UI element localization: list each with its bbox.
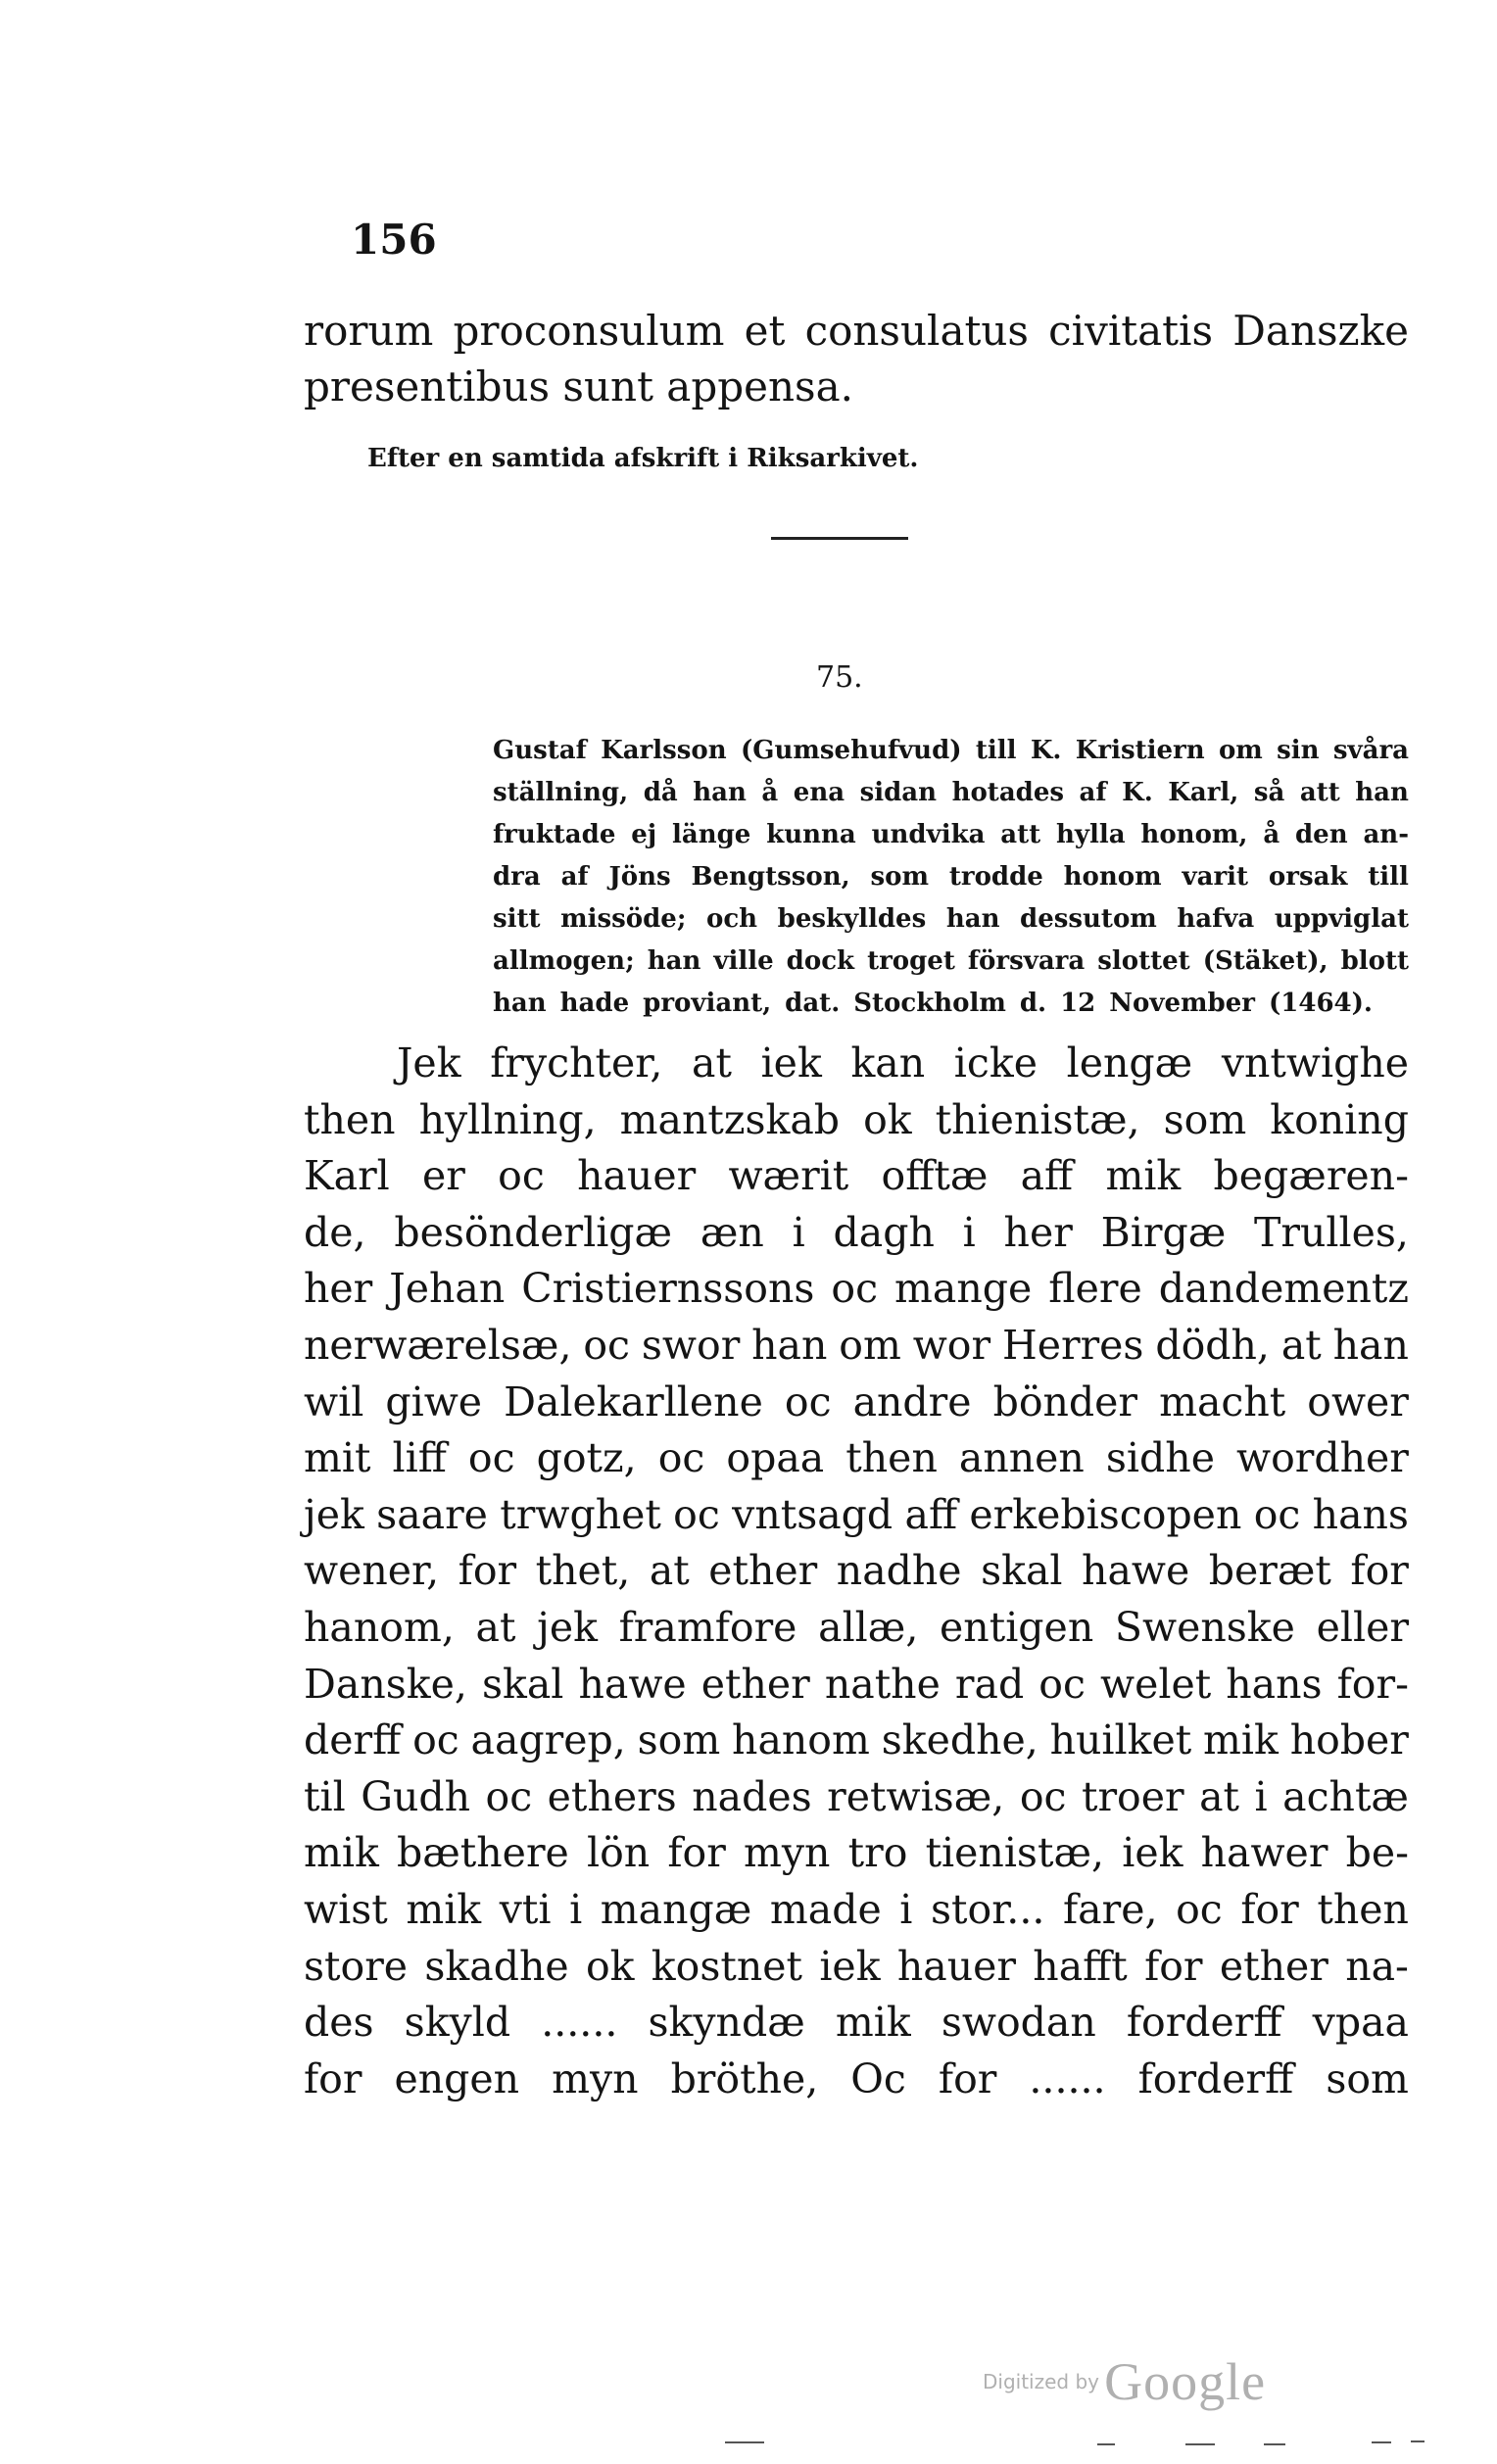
summary-word: K. [1030,736,1062,765]
body-word: som [1163,1095,1247,1143]
body-word: skyndæ [648,1999,805,2047]
body-word: i [1254,1772,1268,1820]
body-word: Jek [397,1039,461,1087]
body-word: hanom, [304,1603,455,1651]
summary-line [493,856,1409,898]
body-word: saare [376,1490,488,1538]
summary-word: ställning, [493,778,629,807]
body-line [304,2052,1409,2108]
summary-word: svåra [1332,736,1409,765]
body-word: mik [835,1999,911,2047]
summary-word: hylla [1055,820,1126,849]
summary-word: troget [867,946,955,976]
body-word: oc [1253,1490,1301,1538]
summary-word: han [693,778,747,807]
summary-word: Bengtsson, [691,862,850,892]
body-word: oc [673,1490,720,1538]
summary-word: hotades [951,778,1065,807]
body-word: allæ, [818,1603,919,1651]
body-word: oc [412,1716,459,1764]
summary-word: honom, [1140,820,1248,849]
body-word: at [475,1603,516,1651]
body-word: ether [1219,1942,1328,1990]
body-word: aagrep, [470,1716,626,1764]
body-word: vntsagd [732,1490,893,1538]
body-word: Birgæ [1100,1208,1227,1256]
body-word: sidhe [1105,1434,1215,1482]
body-word: dagh [833,1208,935,1256]
body-word: hawe [1082,1547,1190,1595]
body-word: aff [1020,1152,1074,1200]
body-word: icke [953,1039,1038,1087]
body-word: oc [1176,1885,1223,1933]
body-word: hawe [578,1660,687,1708]
summary-word: undvika [871,820,986,849]
body-word: at [692,1039,732,1087]
body-word: nades [692,1772,812,1820]
body-word: myn [744,1829,831,1877]
body-word: trwghet [500,1490,661,1538]
summary-word: allmogen; [493,946,635,976]
letter-body [304,1036,1409,2107]
body-word: forderff [1126,1999,1282,2047]
body-line [304,1205,1409,1262]
body-word: Karl [304,1152,390,1200]
body-word: store [304,1942,409,1990]
summary-word: an- [1363,820,1409,849]
body-word: i [899,1885,913,1933]
body-word: hans [1226,1660,1323,1708]
body-word: annen [958,1434,1085,1482]
body-word: hans [1312,1490,1409,1538]
body-word: oc [583,1321,631,1369]
summary-word: ena [793,778,845,807]
summary-word: dat. [785,989,841,1018]
body-line [304,1769,1409,1826]
body-word: oc [485,1772,533,1820]
body-word: ...... [1029,2054,1106,2102]
summary-word: af [1079,778,1107,807]
body-word: giwe [385,1377,483,1425]
summary-word: då [643,778,678,807]
summary-word: han [493,989,547,1018]
scan-speck [725,2441,764,2443]
body-word: Jehan [389,1265,506,1313]
summary-word: trodde [948,862,1043,892]
body-word: oc [831,1265,879,1313]
body-word: troer [1081,1772,1184,1820]
body-word: Oc [850,2054,906,2102]
document-number: 75. [816,660,863,695]
summary-word: (Gumsehufvud) [740,736,962,765]
opening-line-2: presentibus sunt appensa. [304,362,853,411]
body-word: oc [1019,1772,1067,1820]
summary-word: hafva [1177,904,1255,934]
body-word: wener, [304,1547,440,1595]
body-word: at [1280,1321,1322,1369]
summary-word: ej [631,820,657,849]
body-word: hafft [1033,1942,1128,1990]
body-word: flere [1048,1265,1142,1313]
summary-word: dessutom [1020,904,1157,934]
summary-word: den [1295,820,1348,849]
body-word: erkebiscopen [969,1490,1242,1538]
summary-word: hade [559,989,630,1018]
body-word: ...... [541,1999,618,2047]
body-word: skyld [404,1999,511,2047]
body-word: then [304,1095,396,1143]
body-line [304,1657,1409,1714]
opening-word: consulatus [804,307,1029,355]
summary-word: uppviglat [1274,904,1409,934]
summary-word: Karl, [1168,778,1239,807]
body-word: engen [394,2054,520,2102]
body-word: iek [819,1942,881,1990]
body-word: skadhe [424,1942,569,1990]
opening-word: proconsulum [453,307,725,355]
body-word: ok [585,1942,635,1990]
body-word: bröthe, [670,2054,819,2102]
body-word: om [839,1321,901,1369]
summary-word: ville [713,946,774,976]
body-word: welet [1099,1660,1212,1708]
body-word: kan [850,1039,926,1087]
summary-word: kunna [766,820,856,849]
body-word: oc [1038,1660,1086,1708]
body-word: skal [981,1547,1063,1595]
scan-speck [1097,2443,1115,2445]
summary-word: försvara [967,946,1086,976]
body-word: ether [708,1547,818,1595]
body-word: for [1240,1885,1299,1933]
summary-word: Karlsson [601,736,727,765]
body-word: macht [1159,1377,1286,1425]
summary-word: orsak [1268,862,1348,892]
body-word: mit [304,1434,371,1482]
summary-word: å [761,778,779,807]
scan-speck [1185,2443,1215,2445]
body-word: wordher [1236,1434,1409,1482]
summary-line [493,983,1409,1025]
summary-word: Gustaf [493,736,587,765]
body-word: fare, [1062,1885,1158,1933]
source-note: Efter en samtida afskrift i Riksarkivet. [367,444,919,473]
body-word: hober [1289,1716,1409,1764]
body-word: huilket [1049,1716,1192,1764]
document-summary [493,730,1409,1025]
summary-word: och [706,904,758,934]
body-word: nathe [824,1660,941,1708]
summary-word: proviant, [643,989,772,1018]
summary-word: 12 [1060,989,1096,1018]
body-word: hauer [896,1942,1016,1990]
body-word: Dalekarllene [504,1377,763,1425]
body-word: han [1332,1321,1409,1369]
body-word: ower [1307,1377,1409,1425]
body-word: thet, [535,1547,631,1595]
body-word: wil [304,1377,364,1425]
summary-word: han [1355,778,1409,807]
summary-word: till [975,736,1017,765]
body-word: tro [847,1829,908,1877]
summary-word: Kristiern [1075,736,1205,765]
body-word: hyllning, [418,1095,597,1143]
digitization-watermark [983,2351,1266,2412]
body-word: stor... [931,1885,1045,1933]
summary-word: Stockholm [853,989,1006,1018]
body-word: skal [481,1660,564,1708]
summary-word: Jöns [608,862,671,892]
body-word: na- [1345,1942,1409,1990]
body-word: som [637,1716,721,1764]
body-word: her [1003,1208,1073,1256]
body-word: mik [304,1829,379,1877]
body-word: mangæ [600,1885,752,1933]
summary-word: blott [1340,946,1409,976]
summary-word: November [1109,989,1255,1018]
summary-word: som [870,862,930,892]
watermark-prefix: Digitized by [983,2370,1099,2393]
summary-word: dock [786,946,855,976]
body-line [304,1713,1409,1769]
body-word: framfore [618,1603,797,1651]
body-word: iek [1122,1829,1183,1877]
body-word: i [962,1208,976,1256]
body-word: then [1317,1885,1409,1933]
body-word: forderff [1137,2054,1294,2102]
body-word: wærit [728,1152,849,1200]
body-line [304,1375,1409,1431]
body-word: for [1144,1942,1203,1990]
body-word: opaa [726,1434,825,1482]
summary-word: honom [1063,862,1162,892]
body-word: for [1350,1547,1409,1595]
body-word: then [845,1434,938,1482]
body-word: som [1326,2054,1409,2102]
body-word: for [304,2054,362,2102]
body-word: æn [700,1208,764,1256]
body-word: swodan [941,1999,1096,2047]
body-word: beræt [1208,1547,1331,1595]
body-word: bönder [992,1377,1138,1425]
body-word: ok [863,1095,912,1143]
body-line [304,1995,1409,2052]
opening-word: et [744,307,786,355]
scan-speck [1411,2440,1425,2442]
summary-word: han [647,946,701,976]
body-word: i [792,1208,805,1256]
summary-word: missöde; [560,904,687,934]
body-word: er [422,1152,465,1200]
body-word: han [751,1321,828,1369]
body-word: til [304,1772,346,1820]
body-word: oc [784,1377,832,1425]
body-word: retwisæ, [827,1772,1005,1820]
body-word: kostnet [651,1942,802,1990]
summary-word: länge [672,820,751,849]
body-line [304,1825,1409,1882]
summary-word: beskylldes [777,904,927,934]
summary-line [493,730,1409,772]
body-line [304,1487,1409,1544]
body-word: jek [304,1490,364,1538]
body-word: tienistæ, [925,1829,1105,1877]
body-word: thienistæ, [935,1095,1140,1143]
body-word: her [304,1265,373,1313]
body-word: oc [467,1434,515,1482]
body-word: swor [641,1321,741,1369]
body-word: koning [1270,1095,1409,1143]
body-word: myn [552,2054,639,2102]
body-word: Cristiernssons [521,1265,815,1313]
body-word: oc [657,1434,705,1482]
body-word: nadhe [836,1547,962,1595]
body-word: besönderligæ [394,1208,673,1256]
scan-speck [1264,2443,1285,2445]
summary-word: slottet [1097,946,1190,976]
body-word: oc [498,1152,545,1200]
summary-word: (1464). [1268,989,1373,1018]
body-word: derff [304,1716,402,1764]
summary-word: så [1253,778,1285,807]
summary-word: (Stäket), [1202,946,1328,976]
body-word: be- [1345,1829,1409,1877]
body-word: made [769,1885,882,1933]
body-word: mange [894,1265,1033,1313]
body-word: begæren- [1213,1152,1409,1200]
summary-word: att [1000,820,1041,849]
body-word: for [938,2054,997,2102]
body-word: bæthere [397,1829,569,1877]
body-line [304,1261,1409,1318]
summary-word: sidan [859,778,938,807]
body-word: iek [760,1039,822,1087]
body-line [304,1600,1409,1657]
body-word: frychter, [490,1039,663,1087]
page-number: 156 [351,216,437,264]
body-word: Danske, [304,1660,467,1708]
body-word: for- [1336,1660,1409,1708]
body-word: Gudh [361,1772,471,1820]
body-word: hauer [577,1152,697,1200]
body-line [304,1543,1409,1600]
body-word: vntwighe [1221,1039,1409,1087]
body-line [304,1318,1409,1375]
summary-line [493,898,1409,941]
summary-line [493,772,1409,814]
summary-word: K. [1122,778,1153,807]
summary-word: d. [1019,989,1047,1018]
body-line [304,1939,1409,1996]
body-word: gotz, [536,1434,637,1482]
body-word: de, [304,1208,366,1256]
body-word: dödh, [1155,1321,1270,1369]
summary-word: dra [493,862,541,892]
opening-line-1 [304,307,1409,356]
body-word: mik [406,1885,482,1933]
body-word: wist [304,1885,388,1933]
summary-word: sitt [493,904,541,934]
body-line [304,1430,1409,1487]
body-word: achtæ [1282,1772,1409,1820]
summary-line [493,941,1409,983]
body-word: ethers [547,1772,677,1820]
summary-word: fruktade [493,820,616,849]
body-word: hanom [732,1716,870,1764]
body-word: skedhe, [881,1716,1038,1764]
summary-word: af [560,862,589,892]
summary-word: sin [1277,736,1320,765]
opening-word: civitatis [1048,307,1214,355]
body-word: lengæ [1066,1039,1193,1087]
body-line [304,1036,1409,1092]
summary-word: varit [1182,862,1249,892]
body-word: mik [1203,1716,1279,1764]
summary-word: till [1368,862,1409,892]
body-word: for [667,1829,726,1877]
body-word: mik [1105,1152,1182,1200]
body-word: des [304,1999,374,2047]
body-word: entigen [940,1603,1094,1651]
body-word: dandementz [1158,1265,1409,1313]
body-line [304,1092,1409,1149]
body-word: Swenske [1114,1603,1295,1651]
body-word: aff [904,1490,958,1538]
body-word: for [458,1547,517,1595]
summary-word: om [1218,736,1263,765]
opening-word: Danszke [1232,307,1409,355]
body-word: Herres [1001,1321,1144,1369]
summary-line [493,814,1409,856]
body-line [304,1148,1409,1205]
body-word: vti [499,1885,552,1933]
body-word: ether [700,1660,810,1708]
body-word: mantzskab [619,1095,841,1143]
body-word: at [649,1547,690,1595]
body-word: wor [912,1321,991,1369]
body-word: vpaa [1312,1999,1409,2047]
body-word: rad [954,1660,1025,1708]
body-word: eller [1316,1603,1409,1651]
body-word: at [1199,1772,1240,1820]
watermark-brand: Google [1104,2352,1267,2411]
body-word: liff [392,1434,447,1482]
summary-word: han [945,904,1000,934]
body-word: hawer [1200,1829,1328,1877]
summary-word: att [1299,778,1340,807]
body-word: andre [852,1377,972,1425]
body-word: offtæ [881,1152,989,1200]
body-word: jek [537,1603,598,1651]
body-line [304,1882,1409,1939]
body-word: lön [586,1829,651,1877]
body-word: Trulles, [1254,1208,1409,1256]
section-divider [771,537,908,540]
opening-word: rorum [304,307,434,355]
summary-word: å [1263,820,1280,849]
scan-speck [1372,2441,1391,2443]
body-word: i [569,1885,583,1933]
body-word: nerwærelsæ, [304,1321,572,1369]
